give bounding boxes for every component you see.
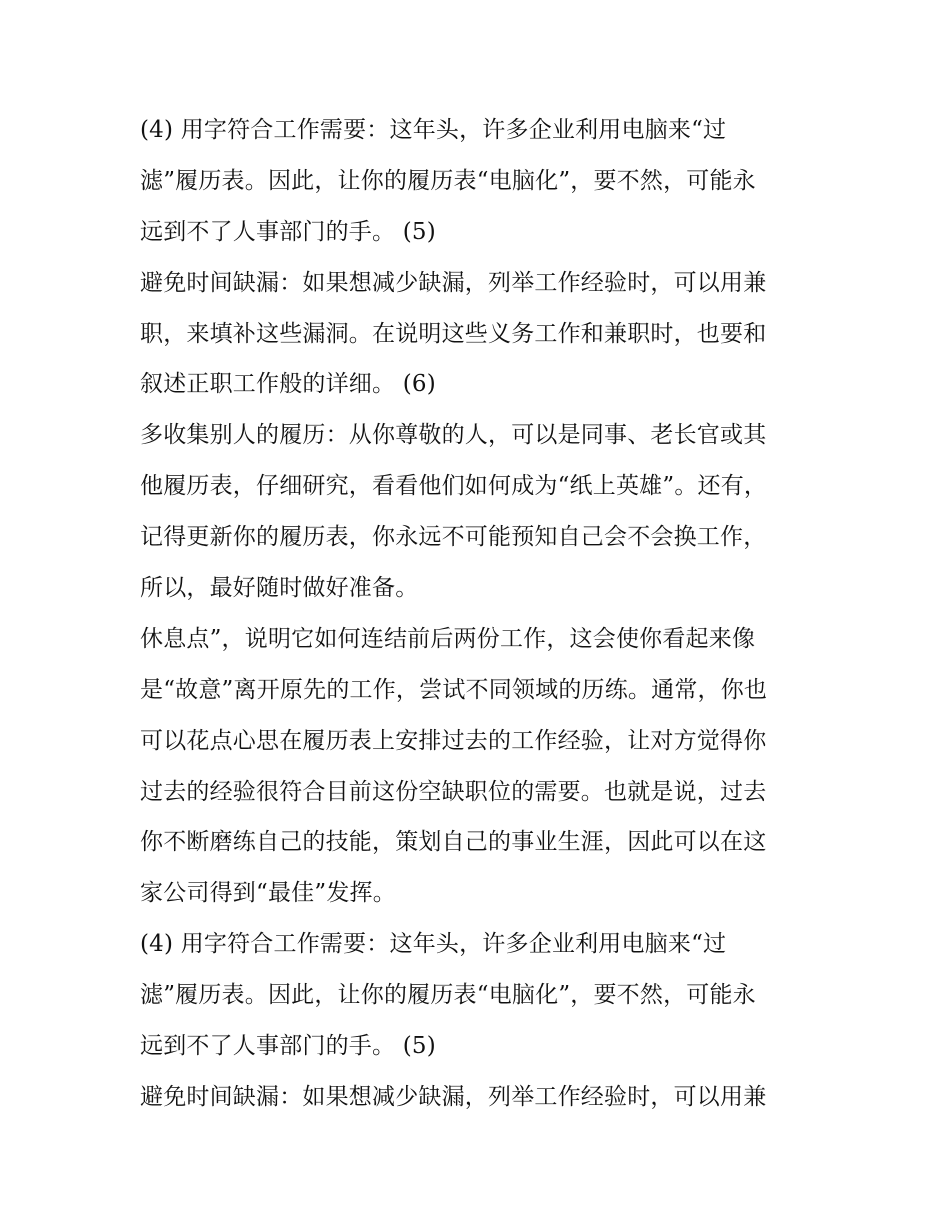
text-line: 远到不了人事部门的手。 (5)	[140, 218, 436, 245]
body-text	[140, 105, 830, 1123]
text-line: 职，来填补这些漏洞。在说明这些义务工作和兼职时，也要和	[140, 320, 767, 347]
text-line: 休息点”，说明它如何连结前后两份工作，这会使你看起来像	[140, 625, 756, 652]
text-line: 滤”履历表。因此，让你的履历表“电脑化”，要不然，可能永	[140, 982, 756, 1009]
text-line: (4) 用字符合工作需要：这年头，许多企业利用电脑来“过	[140, 117, 727, 143]
text-line: 远到不了人事部门的手。 (5)	[140, 1033, 436, 1060]
text-line: 避免时间缺漏：如果想减少缺漏，列举工作经验时，可以用兼	[140, 269, 767, 296]
text-line: 他履历表，仔细研究，看看他们如何成为“纸上英雄”。还有，	[140, 473, 768, 500]
text-line: 你不断磨练自己的技能，策划自己的事业生涯，因此可以在这	[140, 829, 767, 856]
text-line: 家公司得到“最佳”发挥。	[140, 880, 396, 907]
text-line: 是“故意”离开原先的工作，尝试不同领域的历练。通常，你也	[140, 676, 768, 703]
text-line: 叙述正职工作般的详细。 (6)	[140, 371, 436, 398]
text-line: 记得更新你的履历表，你永远不可能预知自己会不会换工作，	[140, 524, 767, 551]
text-line: 多收集别人的履历：从你尊敬的人，可以是同事、老长官或其	[140, 422, 767, 449]
text-line: 滤”履历表。因此，让你的履历表“电脑化”，要不然，可能永	[140, 167, 756, 194]
text-line: 过去的经验很符合目前这份空缺职位的需要。也就是说，过去	[140, 778, 767, 805]
text-line: 所以，最好随时做好准备。	[140, 575, 419, 602]
text-line: 避免时间缺漏：如果想减少缺漏，列举工作经验时，可以用兼	[140, 1083, 767, 1110]
text-line: (4) 用字符合工作需要：这年头，许多企业利用电脑来“过	[140, 931, 727, 958]
text-line: 可以花点心思在履历表上安排过去的工作经验，让对方觉得你	[140, 727, 767, 754]
